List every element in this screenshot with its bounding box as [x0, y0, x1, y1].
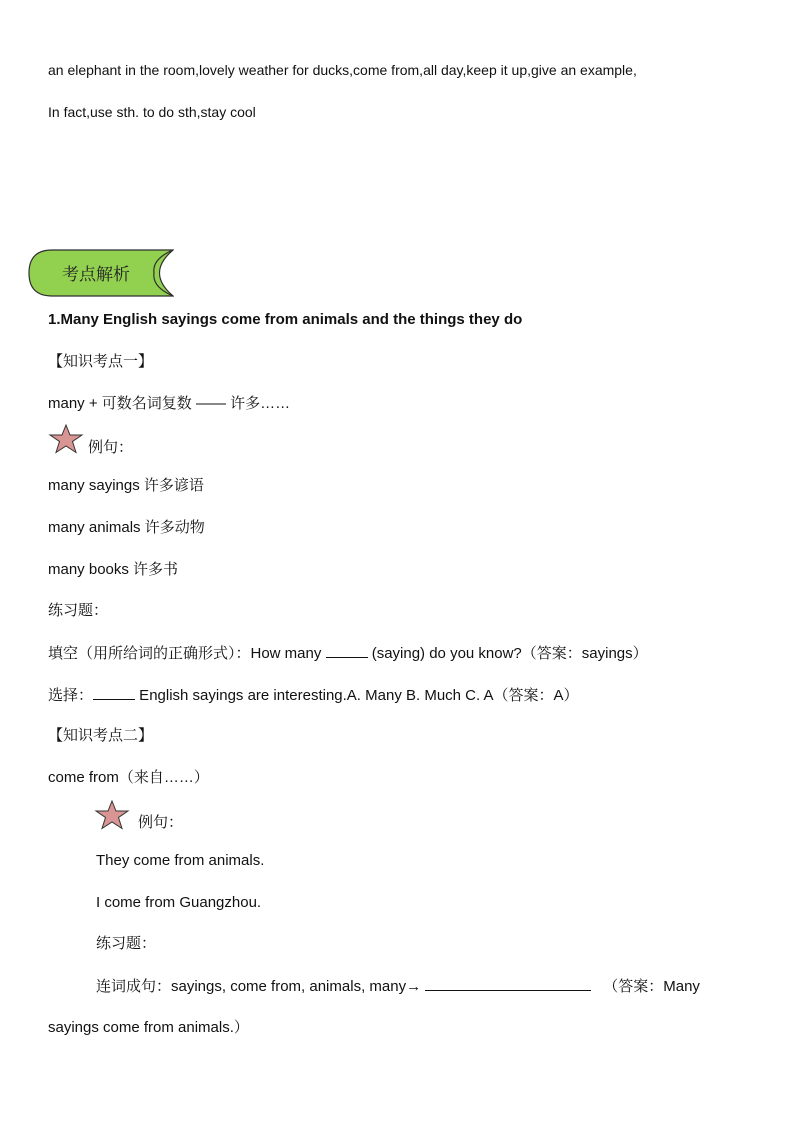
point1-label: 【知识考点一】	[48, 353, 154, 370]
point2-example-1: They come from animals.	[96, 852, 265, 869]
point2-label: 【知识考点二】	[48, 727, 154, 744]
point2-exercise-label: 练习题：	[96, 935, 157, 952]
point1-rule: many + 可数名词复数 —— 许多……	[48, 395, 291, 412]
reorder-answer-continued: sayings come from animals.）	[48, 1019, 249, 1036]
point1-example-2: many animals 许多动物	[48, 519, 205, 536]
fill-blank-question	[48, 643, 648, 664]
point2-example-2: I come from Guangzhou.	[96, 894, 262, 911]
star-icon	[48, 424, 84, 454]
choice-question	[48, 685, 579, 706]
answer-blank[interactable]	[425, 976, 591, 991]
point2-example-label: 例句：	[138, 814, 184, 831]
vocab-line-2: In fact,use sth. to do sth,stay cool	[48, 104, 256, 120]
answer-blank[interactable]	[326, 643, 368, 658]
section-heading: 1.Many English sayings come from animals and the things they do	[48, 311, 523, 328]
reorder-suffix: （答案：Many	[603, 978, 700, 995]
choice-suffix: English sayings are interesting.A. Many B. Much C. A（答案：A）	[135, 687, 579, 704]
point1-exercise-label: 练习题：	[48, 602, 109, 619]
point1-example-3: many books 许多书	[48, 561, 179, 578]
answer-blank[interactable]	[93, 685, 135, 700]
point1-example-1: many sayings 许多谚语	[48, 477, 204, 494]
reorder-prefix: 连词成句：sayings, come from, animals, many→	[96, 978, 426, 995]
star-icon	[94, 800, 130, 830]
banner-title: 考点解析	[62, 265, 130, 284]
fill-suffix: (saying) do you know?（答案：sayings）	[367, 645, 648, 662]
point2-rule: come from（来自……）	[48, 769, 209, 786]
fill-prefix: 填空（用所给词的正确形式）：How many	[48, 645, 326, 662]
vocab-line-1: an elephant in the room,lovely weather for ducks,come from,all day,keep it up,give an example,	[48, 62, 637, 78]
choice-prefix: 选择：	[48, 687, 94, 704]
point1-example-label: 例句：	[88, 439, 134, 456]
reorder-question	[96, 976, 700, 997]
